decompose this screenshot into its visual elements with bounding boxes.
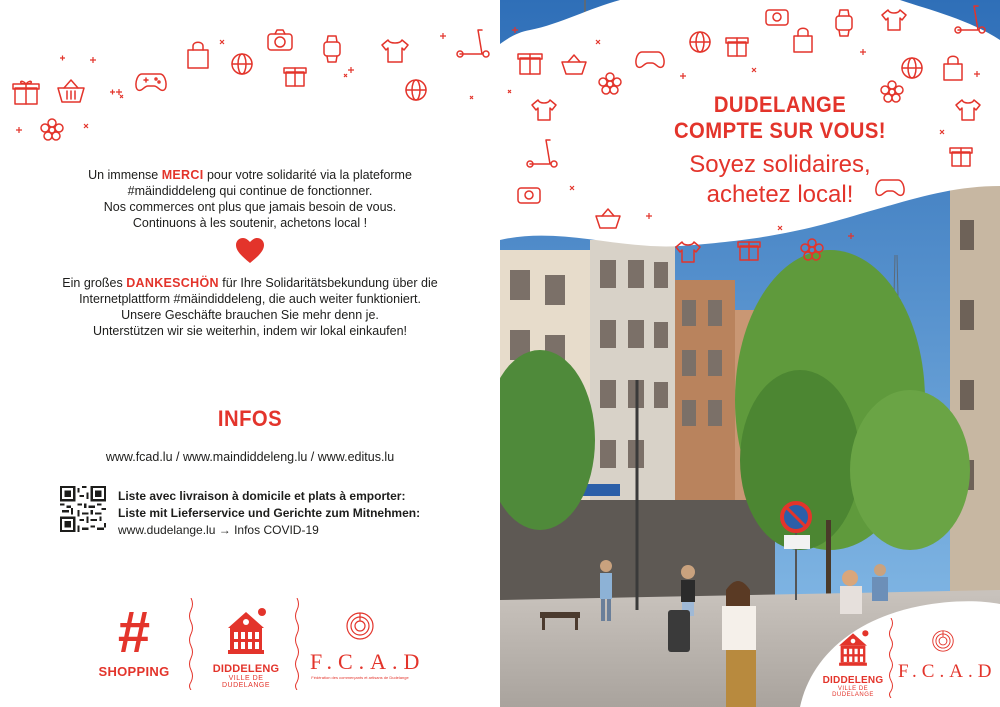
thanks-de-line2: Internetplattform #mäindiddeleng, die auch weiter funktioniert. bbox=[79, 292, 421, 306]
fcad-subtitle: Fédération des commerçants et artisans de Dudelange bbox=[311, 675, 409, 680]
gamepad-icon bbox=[136, 74, 166, 90]
shopping-bag-icon bbox=[188, 42, 208, 68]
thanks-german bbox=[40, 275, 460, 339]
fcad-label: F.C.A.D bbox=[898, 661, 997, 682]
divider-line bbox=[888, 618, 894, 698]
right-page bbox=[500, 0, 1000, 707]
thanks-fr-start: Un immense bbox=[88, 168, 162, 182]
hashtag-icon: # bbox=[117, 600, 151, 665]
divider-line bbox=[294, 598, 300, 690]
town-hall-icon bbox=[836, 628, 870, 668]
heart-icon bbox=[236, 238, 264, 264]
fcad-label: F.C.A.D bbox=[310, 649, 426, 674]
divider-line bbox=[188, 598, 194, 690]
town-hall-icon bbox=[224, 606, 268, 656]
thanks-fr-line4: Continuons à les soutenir, achetons local ! bbox=[132, 216, 368, 230]
delivery-info bbox=[118, 488, 420, 539]
shopping-logo bbox=[92, 600, 176, 679]
watch-icon bbox=[324, 36, 340, 62]
qr-code-icon[interactable] bbox=[60, 486, 106, 532]
delivery-fr: Liste avec livraison à domicile et plats à emporter: bbox=[118, 489, 406, 503]
shopping-label: SHOPPING bbox=[98, 664, 170, 679]
thanks-fr-line2: #mäindiddeleng qui continue de fonctionner. bbox=[127, 184, 373, 198]
fcad-emblem-icon bbox=[346, 612, 374, 640]
camera-icon bbox=[268, 30, 292, 50]
flower-icon bbox=[41, 119, 63, 140]
headline-line1: DUDELANGE bbox=[713, 92, 847, 117]
thanks-de-line4: Unterstützen wir sie weiterhin, indem wir lokal einkaufen! bbox=[92, 324, 408, 338]
thanks-fr-line1: pour votre solidarité via la plateforme bbox=[203, 168, 412, 182]
globe-icon bbox=[232, 54, 252, 74]
globe-icon bbox=[406, 80, 426, 100]
merci-highlight: MERCI bbox=[161, 168, 204, 182]
infos-heading: INFOS bbox=[217, 406, 283, 431]
subline-line2: achetez local! bbox=[706, 181, 854, 208]
tshirt-icon bbox=[382, 40, 408, 62]
diddeleng-logo bbox=[822, 628, 884, 698]
fcad-logo bbox=[310, 612, 426, 680]
gift-icon bbox=[13, 81, 39, 104]
arrow-right-icon: → bbox=[218, 523, 231, 537]
shopping-icons-pattern bbox=[0, 0, 500, 160]
basket-icon bbox=[58, 80, 84, 102]
covid-info-label: Infos COVID-19 bbox=[234, 523, 319, 537]
thanks-fr-line3: Nos commerces ont plus que jamais besoin de vous. bbox=[103, 200, 397, 214]
headline-line2: COMPTE SUR VOUS! bbox=[673, 118, 887, 143]
thanks-de-line3: Unsere Geschäfte brauchen Sie mehr denn je. bbox=[121, 308, 379, 322]
diddeleng-logo bbox=[208, 606, 284, 689]
subline-line1: Soyez solidaires, bbox=[689, 151, 871, 178]
thanks-french bbox=[40, 167, 460, 231]
headline bbox=[580, 92, 980, 210]
delivery-de: Liste mit Lieferservice und Gerichte zum Mitnehmen: bbox=[118, 506, 421, 520]
thanks-de-start: Ein großes bbox=[62, 276, 127, 290]
fcad-emblem-icon bbox=[932, 630, 954, 652]
gift-icon bbox=[284, 68, 306, 86]
diddeleng-label: DIDDELENG bbox=[822, 675, 884, 686]
thanks-de-line1: für Ihre Solidaritätsbekundung über die bbox=[218, 276, 438, 290]
fcad-logo bbox=[898, 630, 997, 683]
scooter-icon bbox=[457, 30, 489, 57]
dudelange-link[interactable]: www.dudelange.lu bbox=[118, 523, 216, 537]
dankeschoen-highlight: DANKESCHÖN bbox=[126, 276, 219, 290]
ville-label: VILLE DE DUDELANGE bbox=[832, 686, 874, 698]
infos-links[interactable]: www.fcad.lu / www.maindiddeleng.lu / www.editus.lu bbox=[105, 450, 395, 464]
diddeleng-label: DIDDELENG bbox=[212, 663, 280, 675]
ville-label: VILLE DE DUDELANGE bbox=[221, 675, 271, 689]
